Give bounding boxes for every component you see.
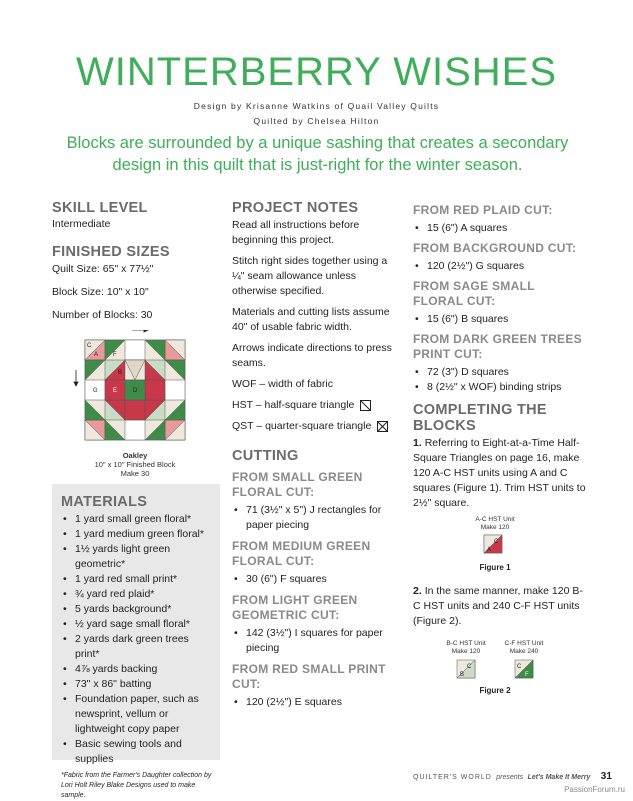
block-letter-f: F: [113, 352, 117, 358]
note-paragraph: Stitch right sides together using a ¼" seam allowance unless otherwise specified.: [232, 255, 388, 297]
list-item: • 30 (6") F squares: [232, 572, 400, 587]
list-item: • Foundation paper, such as newsprint, vellum or lightweight copy paper: [61, 692, 214, 737]
cut-group-heading: FROM MEDIUM GREEN FLORAL CUT:: [232, 539, 371, 568]
list-item: • ½ yard sage small floral*: [61, 617, 214, 632]
skill-level-value: Intermediate: [52, 218, 111, 230]
figure-2-label: Figure 2: [479, 686, 511, 695]
hst-note: [232, 398, 400, 413]
list-item: • 142 (3½") I squares for paper piecing: [232, 626, 400, 656]
quilt-size: Quilt Size: 65" x 77½": [52, 263, 154, 275]
finished-sizes-heading: FINISHED SIZES: [52, 244, 170, 260]
cutting-heading: CUTTING: [232, 448, 299, 464]
page-title: WINTERBERRY WISHES: [75, 50, 558, 94]
cut-group-heading: FROM SAGE SMALL FLORAL CUT:: [413, 279, 535, 308]
note-paragraph: Materials and cutting lists assume 40" of usable fabric width.: [232, 306, 390, 333]
list-item: • 120 (2½") E squares: [232, 695, 400, 710]
list-item: • 1 yard medium green floral*: [61, 527, 214, 542]
fig1-make: Make 120: [480, 524, 510, 531]
block-size: Block Size: 10" x 10": [52, 286, 149, 298]
block-letter-e: E: [113, 388, 118, 394]
list-item: • 71 (3½" x 5") J rectangles for paper piecing: [232, 503, 400, 533]
list-item: • 5 yards background*: [61, 602, 214, 617]
step-1-number: 1.: [413, 437, 422, 449]
cut-group-heading: FROM DARK GREEN TREES PRINT CUT:: [413, 332, 582, 361]
block-caption-name: Oakley: [122, 451, 148, 460]
project-notes-heading: PROJECT NOTES: [232, 200, 359, 216]
fig2-unit1-name: B-C HST Unit: [446, 640, 486, 647]
note-paragraph: Arrows indicate directions to press seams.: [232, 342, 392, 369]
footer: [413, 766, 612, 784]
footer-presents: presents: [496, 774, 524, 781]
qst-note-text: QST – quarter-square triangle: [232, 420, 372, 432]
fig2-unit2-make: Make 240: [509, 648, 539, 655]
list-item: • 1 yard small green floral*: [61, 512, 214, 527]
fig1-letter-c: C: [494, 539, 499, 545]
fig2-cf-hst-unit: [513, 659, 535, 679]
step-2-block: [413, 584, 588, 629]
lead-paragraph: Blocks are surrounded by a unique sashing that creates a secondary design in this quilt that is just-right for the winter season.: [66, 134, 569, 174]
cut-group-heading: FROM RED SMALL PRINT CUT:: [232, 662, 386, 691]
list-item: • 2 yards dark green trees print*: [61, 632, 214, 662]
list-item: • 72 (3") D squares: [413, 365, 588, 380]
list-item: • 1 yard red small print*: [61, 572, 214, 587]
step-1-text: Referring to Eight-at-a-Time Half-Square Triangles on page 16, make 120 A-C HST units using A and C squares (Figure 1). Trim HST units to 2½" square.: [413, 437, 586, 509]
list-item: • 15 (6") B squares: [413, 312, 588, 327]
fig2-bc-hst-unit: [455, 659, 477, 679]
number-of-blocks: Number of Blocks: 30: [52, 309, 153, 321]
list-item: • 8 (2½" x WOF) binding strips: [413, 380, 588, 395]
completing-heading: COMPLETING THE BLOCKS: [413, 402, 547, 434]
block-letter-d: D: [133, 388, 138, 394]
block-letter-g: G: [93, 388, 98, 394]
cut-group-heading: FROM LIGHT GREEN GEOMETRIC CUT:: [232, 593, 358, 622]
list-item: • 73" x 86" batting: [61, 677, 214, 692]
list-item: • 4⅞ yards backing: [61, 662, 214, 677]
cut-group-heading: FROM RED PLAID CUT:: [413, 203, 553, 217]
list-item: • 1½ yards light green geometric*: [61, 542, 214, 572]
step-2-text: In the same manner, make 120 B-C HST units and 240 C-F HST units (Figure 2).: [413, 585, 583, 627]
figure-1-label: Figure 1: [479, 563, 511, 572]
block-caption-make: Make 30: [120, 469, 150, 478]
footer-magazine: QUILTER'S WORLD: [413, 774, 492, 781]
cut-group-heading: FROM SMALL GREEN FLORAL CUT:: [232, 470, 363, 499]
right-column: [413, 203, 588, 511]
step-2: [413, 584, 588, 629]
materials-note: *Fabric from the Farmer's Daughter collection by Lori Holt Riley Blake Designs used to make sample.: [61, 772, 212, 799]
footer-issue: Let's Make It Merry: [527, 774, 591, 781]
hst-icon: [360, 400, 371, 411]
fig2-letter-c: C: [467, 664, 472, 670]
note-paragraph: WOF – width of fabric: [232, 378, 333, 390]
skill-level-heading: SKILL LEVEL: [52, 200, 148, 216]
quilted-credit: Quilted by Chelsea Hilton: [253, 116, 380, 126]
hst-note-text: HST – half-square triangle: [232, 399, 355, 411]
block-letter-b: B: [118, 370, 123, 376]
note-paragraph: Read all instructions before beginning this project.: [232, 219, 360, 246]
qst-icon: [377, 421, 388, 432]
block-letter-a: A: [94, 352, 99, 358]
watermark: PassionForum.ru: [564, 785, 625, 794]
left-column: [52, 200, 220, 323]
fig2-letter-c2: C: [517, 664, 522, 670]
list-item: • ¾ yard red plaid*: [61, 587, 214, 602]
materials-list: [61, 512, 214, 767]
fig1-hst-unit: [482, 534, 506, 554]
oakley-block-diagram: [70, 330, 200, 450]
step-2-number: 2.: [413, 585, 422, 597]
materials-heading: MATERIALS: [61, 494, 148, 510]
fig2-unit1-make: Make 120: [451, 648, 481, 655]
list-item: • Basic sewing tools and supplies: [61, 737, 214, 767]
block-caption-size: 10" x 10" Finished Block: [94, 460, 176, 469]
cut-group-heading: FROM BACKGROUND CUT:: [413, 241, 577, 255]
list-item: • 15 (6") A squares: [413, 221, 588, 236]
fig2-letter-f: F: [525, 672, 529, 678]
block-letter-c: C: [87, 343, 92, 349]
fig1-unit-name: A-C HST Unit: [475, 516, 515, 523]
qst-note: [232, 419, 400, 434]
middle-column: [232, 200, 400, 710]
materials-panel: [52, 484, 220, 799]
list-item: • 120 (2½") G squares: [413, 259, 588, 274]
step-1: [413, 436, 588, 511]
fig2-letter-b: B: [460, 672, 465, 678]
design-credit: Design by Krisanne Watkins of Quail Valley Quilts: [193, 101, 440, 111]
fig2-unit2-name: C-F HST Unit: [504, 640, 544, 647]
page-number: 31: [600, 771, 612, 782]
fig1-letter-a: A: [487, 547, 492, 553]
